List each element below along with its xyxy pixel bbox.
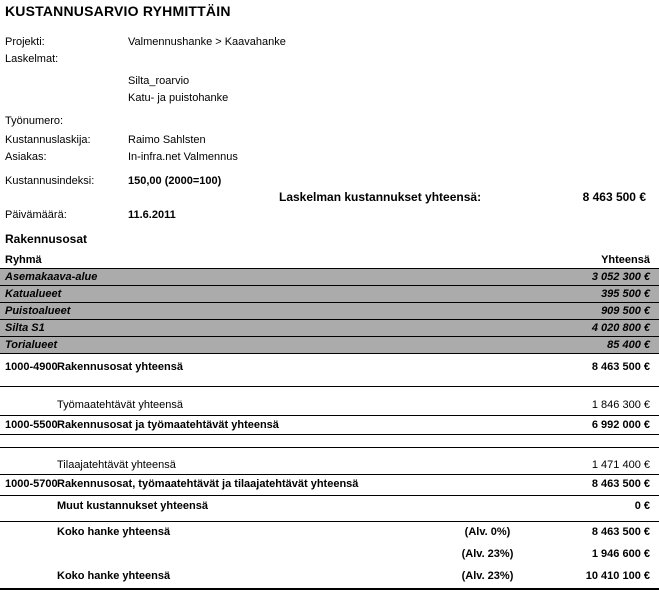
laskelmat-label: Laskelmat: <box>5 53 59 65</box>
kustannusindeksi-label: Kustannusindeksi: <box>5 175 95 187</box>
group-name: Katualueet <box>5 288 62 300</box>
group-name: Torialueet <box>5 339 58 351</box>
group-total: 909 500 € <box>601 305 650 317</box>
divider-line <box>0 447 659 448</box>
row-label: Rakennusosat yhteensä <box>57 361 183 373</box>
total-row-tyomaatehtavat <box>0 399 659 413</box>
row-value: 6 992 000 € <box>591 419 650 431</box>
row-label: Rakennusosat, työmaatehtävät ja tilaajatehtävät yhteensä <box>57 478 359 490</box>
tyonumero-label: Työnumero: <box>5 115 64 127</box>
row-value: 1 471 400 € <box>591 459 650 471</box>
row-code: 1000-4900 <box>5 361 58 373</box>
projekti-value: Valmennushanke > Kaavahanke <box>128 36 286 48</box>
row-label: Muut kustannukset yhteensä <box>57 500 208 512</box>
asiakas-label: Asiakas: <box>5 151 47 163</box>
kustannuslaskija-value: Raimo Sahlsten <box>128 134 206 146</box>
kustannuslaskija-label: Kustannuslaskija: <box>5 134 91 146</box>
row-vat-label: (Alv. 23%) <box>461 548 514 560</box>
total-row-muut-kustannukset <box>0 500 659 514</box>
divider-line <box>0 495 659 496</box>
summary-value: 8 463 500 € <box>582 190 646 204</box>
laskelmat-item: Katu- ja puistohanke <box>128 92 229 104</box>
bottom-rule <box>0 588 659 590</box>
column-header-group: Ryhmä <box>5 254 42 266</box>
row-vat-label: (Alv. 0%) <box>464 526 511 538</box>
row-code: 1000-5500 <box>5 419 58 431</box>
group-total: 85 400 € <box>607 339 650 351</box>
group-row <box>0 285 659 302</box>
row-value: 8 463 500 € <box>591 526 650 538</box>
row-value: 0 € <box>634 500 650 512</box>
row-value: 10 410 100 € <box>585 570 650 582</box>
section-title: Rakennusosat <box>5 232 88 246</box>
row-label: Työmaatehtävät yhteensä <box>57 399 183 411</box>
group-table <box>0 268 659 354</box>
total-row-alv23-amount <box>0 548 659 562</box>
divider-line <box>0 415 659 416</box>
row-value: 1 846 300 € <box>591 399 650 411</box>
group-total: 3 052 300 € <box>591 271 650 283</box>
group-row <box>0 319 659 336</box>
column-header-total: Yhteensä <box>601 254 650 266</box>
kustannusindeksi-value: 150,00 (2000=100) <box>128 175 222 187</box>
divider-line <box>0 474 659 475</box>
total-row-rakennusosat-tyomaa-tilaaja <box>0 478 659 492</box>
row-label: Koko hanke yhteensä <box>57 570 171 582</box>
group-total: 395 500 € <box>601 288 650 300</box>
row-value: 8 463 500 € <box>591 361 650 373</box>
group-name: Puistoalueet <box>5 305 71 317</box>
page-title: KUSTANNUSARVIO RYHMITTÄIN <box>5 3 231 19</box>
row-label: Tilaajatehtävät yhteensä <box>57 459 176 471</box>
total-row-rakennusosat <box>0 361 659 375</box>
group-row <box>0 268 659 285</box>
laskelmat-item: Silta_roarvio <box>128 75 190 87</box>
divider-line <box>0 434 659 435</box>
summary-label: Laskelman kustannukset yhteensä: <box>279 190 482 204</box>
total-row-koko-hanke-alv23 <box>0 570 659 584</box>
group-name: Asemakaava-alue <box>5 271 98 283</box>
group-row <box>0 336 659 354</box>
group-total: 4 020 800 € <box>591 322 650 334</box>
total-row-tilaajatehtavat <box>0 459 659 473</box>
row-value: 1 946 600 € <box>591 548 650 560</box>
projekti-label: Projekti: <box>5 36 45 48</box>
paivamaara-label: Päivämäärä: <box>5 209 67 221</box>
group-row <box>0 302 659 319</box>
total-row-koko-hanke-alv0 <box>0 526 659 540</box>
row-code: 1000-5700 <box>5 478 58 490</box>
divider-line <box>0 521 659 522</box>
row-label: Rakennusosat ja työmaatehtävät yhteensä <box>57 419 279 431</box>
paivamaara-value: 11.6.2011 <box>128 209 176 221</box>
row-vat-label: (Alv. 23%) <box>461 570 514 582</box>
total-row-rakennusosat-tyomaatehtavat <box>0 419 659 433</box>
asiakas-value: In-infra.net Valmennus <box>128 151 238 163</box>
row-value: 8 463 500 € <box>591 478 650 490</box>
divider-line <box>0 386 659 387</box>
group-name: Silta S1 <box>5 322 45 334</box>
row-label: Koko hanke yhteensä <box>57 526 171 538</box>
